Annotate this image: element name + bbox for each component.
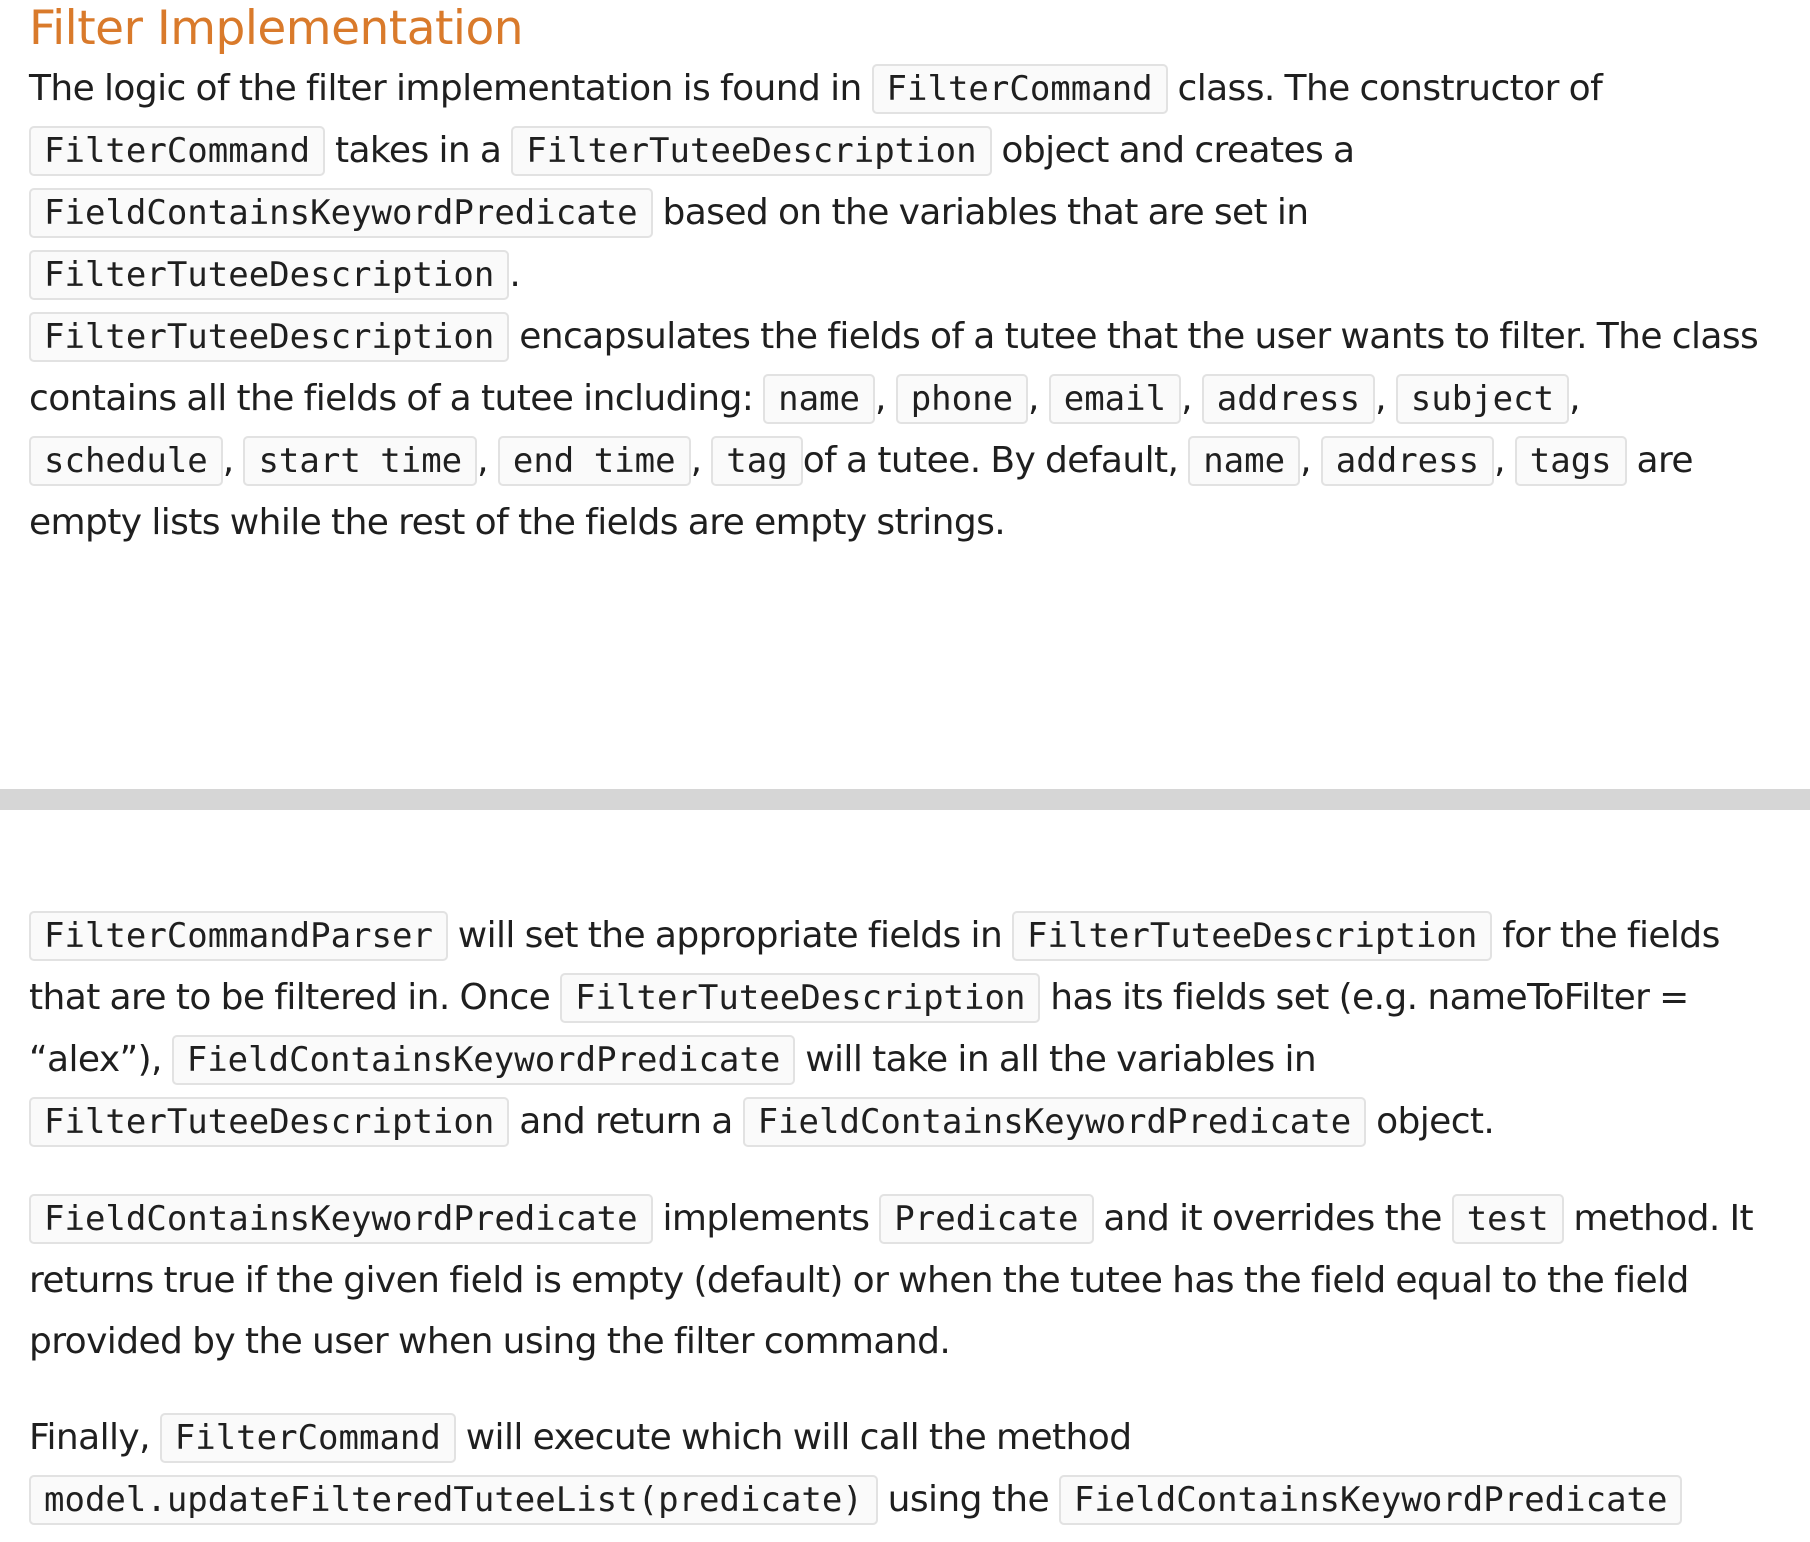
text: are empty lists while the rest of the fields are empty strings. (29, 440, 1693, 543)
code-filter-tutee-description: FilterTuteeDescription (29, 250, 509, 300)
code-field-name: name (763, 374, 875, 424)
text: and it overrides the (1103, 1198, 1442, 1239)
text: object. (1376, 1101, 1495, 1142)
text: class. The constructor of (1177, 68, 1603, 109)
doc-bottom (29, 905, 1780, 1531)
code-field-contains-keyword-predicate: FieldContainsKeywordPredicate (29, 1194, 653, 1244)
code-field-subject: subject (1396, 374, 1569, 424)
code-filter-command: FilterCommand (29, 126, 325, 176)
code-field-tag: tag (711, 436, 802, 486)
code-filter-command: FilterCommand (160, 1413, 456, 1463)
code-update-filtered-tutee-list: model.updateFilteredTuteeList(predicate) (29, 1475, 878, 1525)
code-field-email: email (1049, 374, 1181, 424)
page-divider (0, 789, 1810, 810)
code-field-phone: phone (896, 374, 1028, 424)
code-filter-command: FilterCommand (872, 64, 1168, 114)
paragraph-filter-logic (29, 58, 1780, 306)
code-field-start-time: start time (243, 436, 477, 486)
text: will take in all the variables in (805, 1039, 1317, 1080)
text: based on the variables that are set in (662, 192, 1309, 233)
code-filter-tutee-description: FilterTuteeDescription (29, 312, 509, 362)
code-default-name: name (1188, 436, 1300, 486)
paragraph-predicate (29, 1188, 1780, 1372)
code-field-contains-keyword-predicate: FieldContainsKeywordPredicate (743, 1097, 1367, 1147)
text: method. It returns true if the given field is empty (default) or when the tutee has the field equal to the field provided by the user when using the filter command. (29, 1198, 1754, 1362)
text: encapsulates the fields of a tutee that the user wants to filter. The class contains all the fields of a tutee including: (29, 316, 1759, 419)
paragraph-parser (29, 905, 1780, 1153)
code-field-contains-keyword-predicate: FieldContainsKeywordPredicate (29, 188, 653, 238)
text: Finally, (29, 1417, 150, 1458)
text: implements (662, 1198, 870, 1239)
code-test: test (1452, 1194, 1564, 1244)
text: and return a (519, 1101, 733, 1142)
code-filter-command-parser: FilterCommandParser (29, 911, 448, 961)
text: for the fields that are to be filtered in. Once (29, 915, 1720, 1018)
code-field-contains-keyword-predicate: FieldContainsKeywordPredicate (1059, 1475, 1683, 1525)
text: takes in a (334, 130, 502, 171)
paragraph-finally (29, 1407, 1780, 1531)
text: The logic of the filter implementation is found in (29, 68, 862, 109)
code-field-contains-keyword-predicate: FieldContainsKeywordPredicate (172, 1035, 796, 1085)
code-field-schedule: schedule (29, 436, 223, 486)
code-predicate: Predicate (879, 1194, 1093, 1244)
code-filter-tutee-description: FilterTuteeDescription (511, 126, 991, 176)
code-default-tags: tags (1515, 436, 1627, 486)
code-filter-tutee-description: FilterTuteeDescription (29, 1097, 509, 1147)
text: . (509, 254, 521, 295)
code-filter-tutee-description: FilterTuteeDescription (1012, 911, 1492, 961)
section-title: Filter Implementation (29, 1, 524, 56)
code-field-address: address (1202, 374, 1375, 424)
text: will execute which will call the method (465, 1417, 1132, 1458)
code-field-end-time: end time (498, 436, 691, 486)
code-filter-tutee-description: FilterTuteeDescription (560, 973, 1040, 1023)
text: will set the appropriate fields in (457, 915, 1003, 956)
text: using the (887, 1479, 1050, 1520)
doc-top (29, 0, 1780, 553)
text: has its fields set (e.g. nameToFilter = “alex”), (29, 977, 1689, 1080)
text: of a tutee. By default, (802, 440, 1179, 481)
paragraph-tutee-description: FilterTuteeDescription encapsulates the fields of a tutee that the user wants to filter. The class contains all the fields of a tutee including: name , phone , email , address , subject , schedule , start time , end time , tag of a tutee. By default, name , address , tags are empty lists while the rest of the fields are empty strings. (29, 306, 1780, 553)
text: object and creates a (1001, 130, 1355, 171)
code-default-address: address (1321, 436, 1494, 486)
